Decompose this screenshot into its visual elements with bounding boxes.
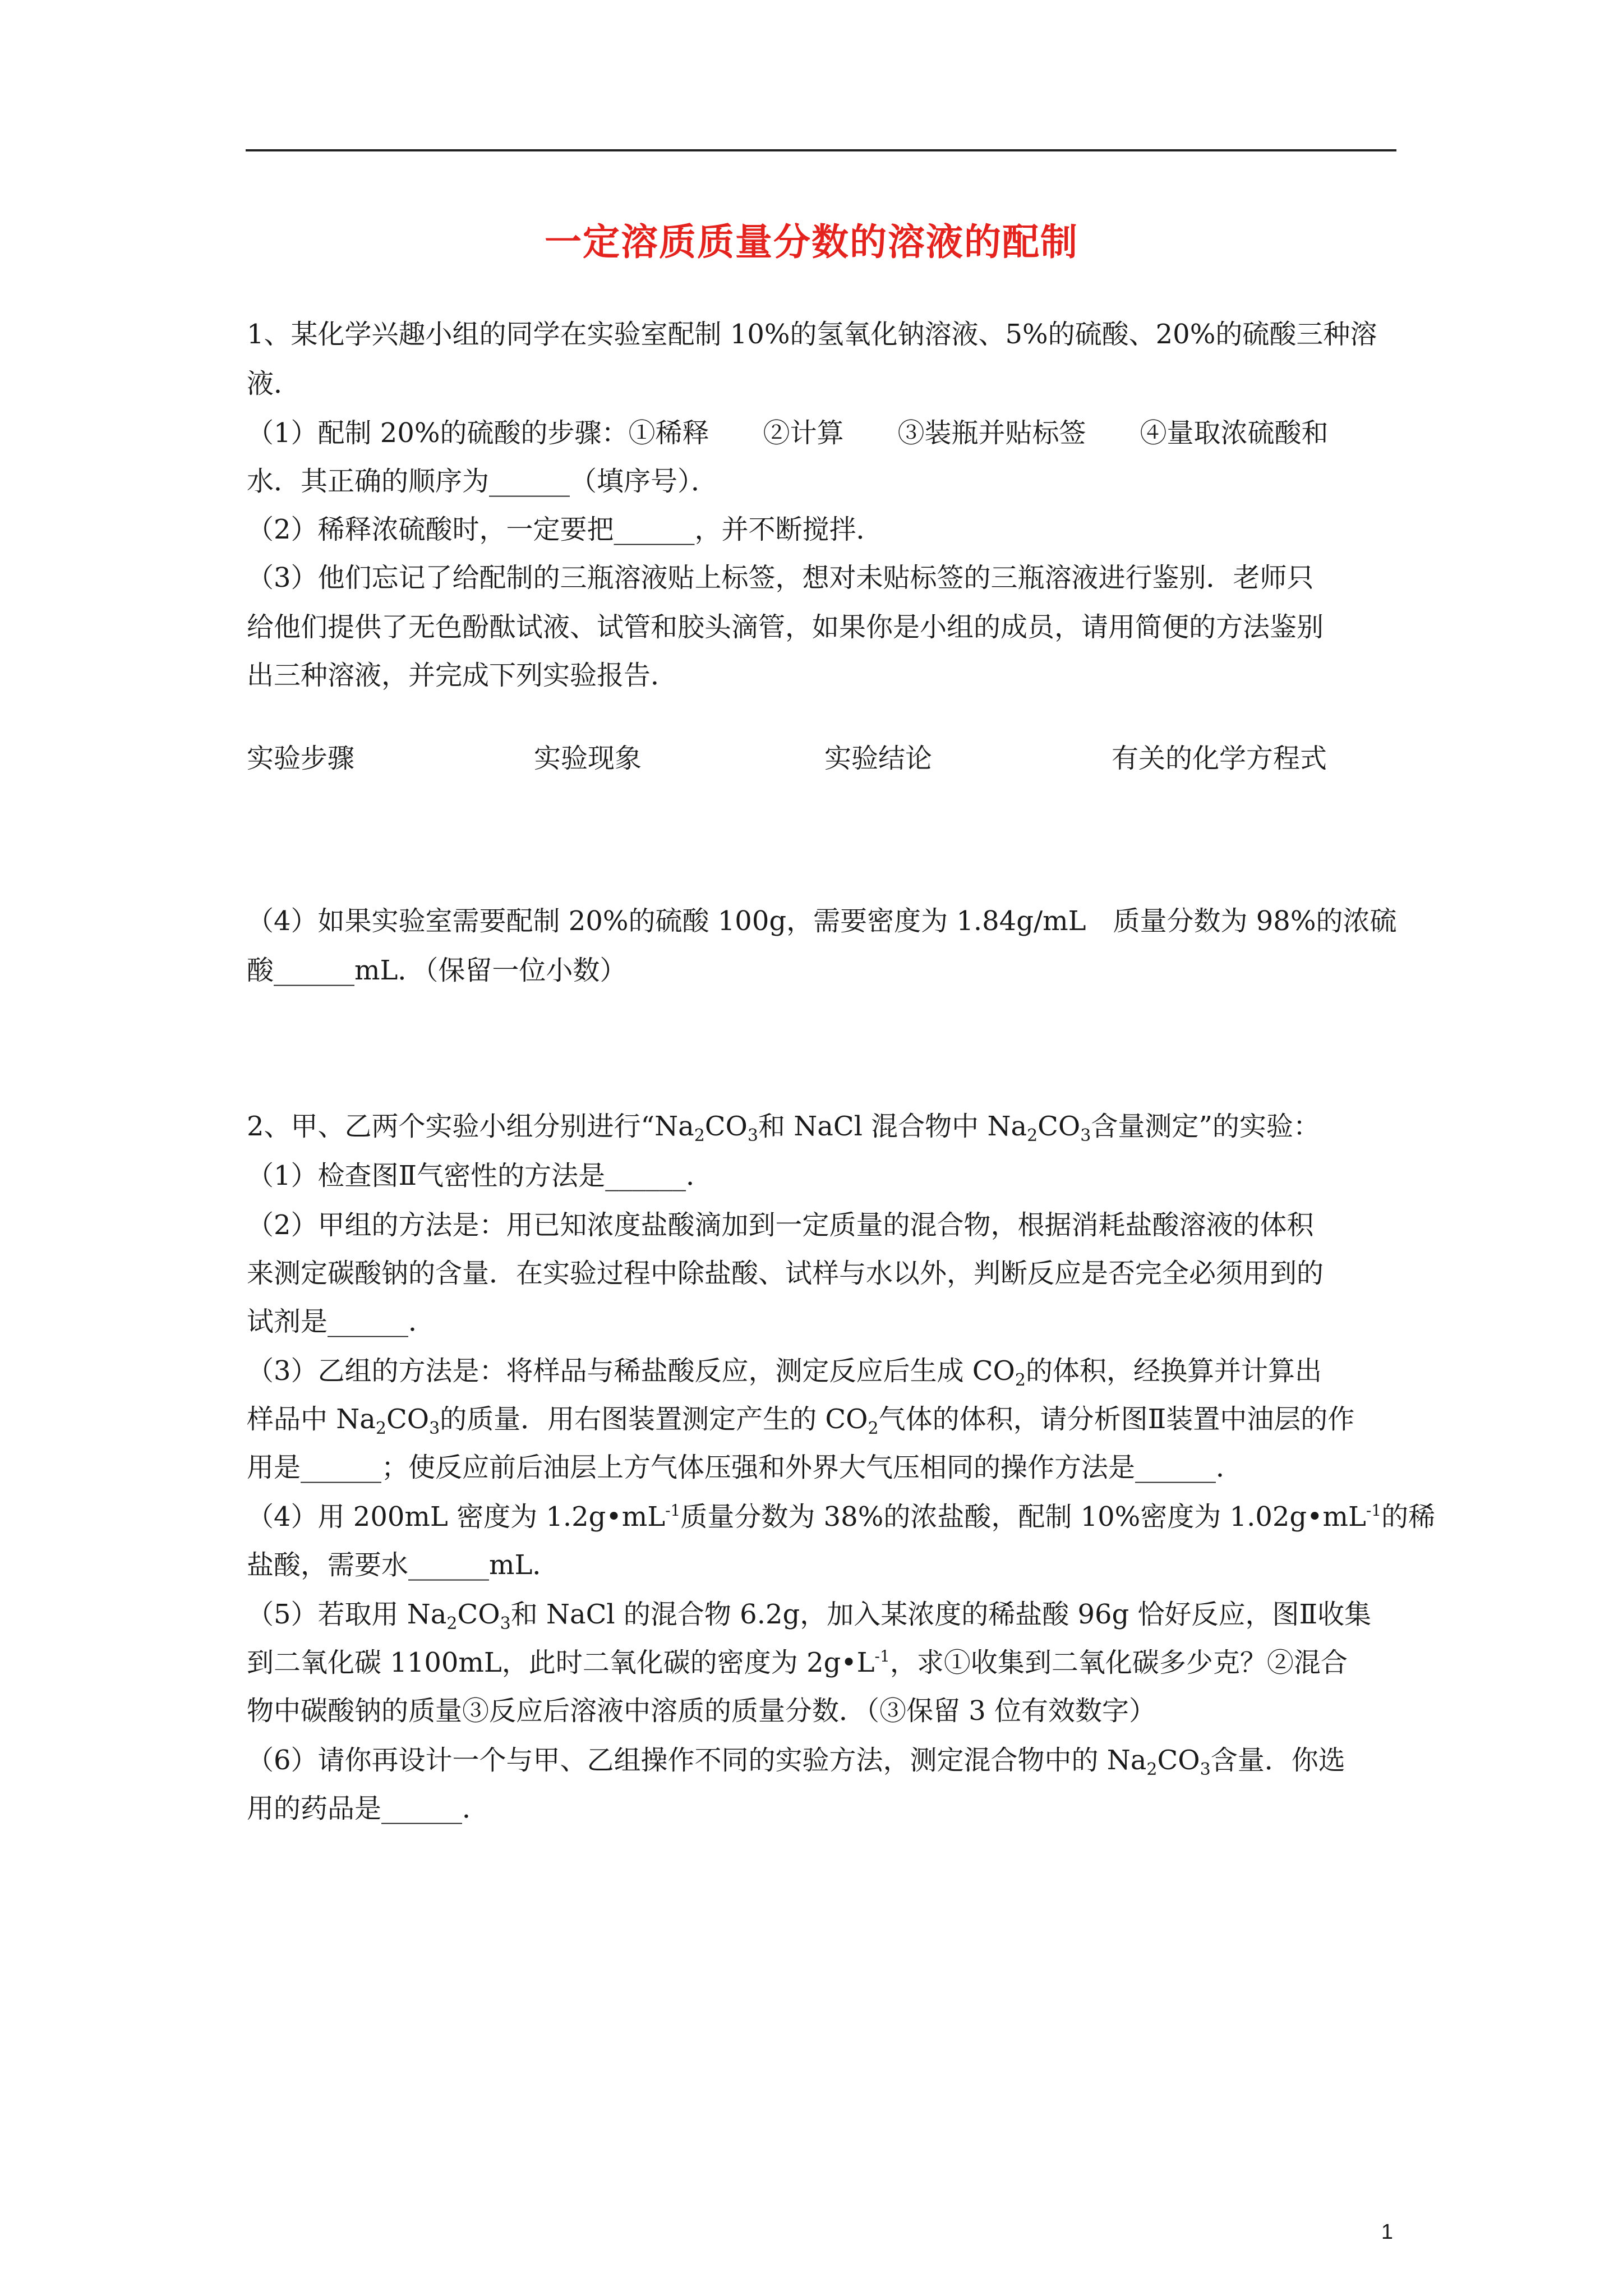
superscript: -1 bbox=[1366, 1501, 1382, 1520]
page-number: 1 bbox=[1381, 2220, 1393, 2244]
text-run: （5）若取用 Na bbox=[247, 1599, 447, 1630]
q2-part6-line2: 用的药品是______． bbox=[247, 1793, 490, 1824]
q2-part1: （1）检查图Ⅱ气密性的方法是______． bbox=[247, 1160, 713, 1191]
text-run: 质量分数为 38%的浓盐酸，配制 10%密度为 1.02g•mL bbox=[680, 1501, 1366, 1533]
text-run: ，求①收集到二氧化碳多少克？②混合 bbox=[889, 1647, 1348, 1678]
experiment-report-header bbox=[247, 742, 1402, 775]
header-equation: 有关的化学方程式 bbox=[1112, 743, 1327, 774]
q1-part4-line1: （4）如果实验室需要配制 20%的硫酸 100g，需要密度为 1.84g/mL 质量分数为 98%的浓硫 bbox=[247, 905, 1397, 937]
header-conclusion: 实验结论 bbox=[824, 743, 933, 774]
q2-part5-line3: 物中碳酸钠的质量③反应后溶液中溶质的质量分数．（③保留 3 位有效数字） bbox=[247, 1695, 1156, 1727]
subscript: 3 bbox=[429, 1419, 440, 1438]
q2-part5-line2 bbox=[247, 1646, 1402, 1680]
q2-part4-line1 bbox=[247, 1500, 1436, 1534]
q2-stem bbox=[247, 1110, 1402, 1143]
text-run: 和 NaCl 的混合物 6.2g，加入某浓度的稀盐酸 96g 恰好反应，图Ⅱ收集 bbox=[510, 1599, 1372, 1630]
text-run: CO bbox=[386, 1404, 430, 1435]
text-run: 气体的体积，请分析图Ⅱ装置中油层的作 bbox=[878, 1404, 1355, 1435]
q1-part3-line2: 给他们提供了无色酚酞试液、试管和胶头滴管，如果你是小组的成员，请用简便的方法鉴别 bbox=[247, 611, 1324, 643]
q2-part2-line2: 来测定碳酸钠的含量．在实验过程中除盐酸、试样与水以外，判断反应是否完全必须用到的 bbox=[247, 1258, 1324, 1289]
subscript: 3 bbox=[747, 1126, 758, 1145]
superscript: -1 bbox=[874, 1647, 890, 1665]
text-run: 含量．你选 bbox=[1210, 1745, 1345, 1776]
text-run: CO bbox=[1157, 1745, 1200, 1776]
q1-part4-line2: 酸______mL．（保留一位小数） bbox=[247, 955, 627, 986]
header-steps: 实验步骤 bbox=[247, 743, 355, 774]
q2-part2-line1: （2）甲组的方法是：用已知浓度盐酸滴加到一定质量的混合物，根据消耗盐酸溶液的体积 bbox=[247, 1209, 1314, 1241]
text-run: 样品中 Na bbox=[247, 1404, 376, 1435]
text-run: 2、甲、乙两个实验小组分别进行“Na bbox=[247, 1111, 694, 1142]
subscript: 2 bbox=[375, 1419, 386, 1438]
subscript: 2 bbox=[1015, 1370, 1026, 1390]
q1-stem-line1: 1、某化学兴趣小组的同学在实验室配制 10%的氢氧化钠溶液、5%的硫酸、20%的硫酸三种溶 bbox=[247, 319, 1377, 350]
page-title: 一定溶质质量分数的溶液的配制 bbox=[545, 220, 1078, 264]
subscript: 3 bbox=[1080, 1126, 1091, 1145]
q2-part4-line2: 盐酸，需要水______mL． bbox=[247, 1549, 560, 1581]
text-run: （4）用 200mL 密度为 1.2g•mL bbox=[247, 1501, 666, 1533]
q2-part5-line1 bbox=[247, 1598, 1402, 1634]
q2-part3-line2 bbox=[247, 1402, 1402, 1436]
text-run: （3）乙组的方法是：将样品与稀盐酸反应，测定反应后生成 CO bbox=[247, 1355, 1015, 1387]
text-run: CO bbox=[457, 1599, 500, 1630]
q2-part3-line1 bbox=[247, 1354, 1402, 1388]
superscript: -1 bbox=[665, 1501, 681, 1520]
subscript: 2 bbox=[868, 1419, 879, 1438]
subscript: 3 bbox=[500, 1614, 511, 1634]
text-run: CO bbox=[704, 1111, 748, 1142]
subscript: 2 bbox=[446, 1614, 458, 1634]
subscript: 2 bbox=[1027, 1126, 1038, 1145]
text-run: 含量测定”的实验： bbox=[1091, 1111, 1320, 1142]
header-phenomenon: 实验现象 bbox=[534, 743, 642, 774]
q1-part3-line1: （3）他们忘记了给配制的三瓶溶液贴上标签，想对未贴标签的三瓶溶液进行鉴别．老师只 bbox=[247, 562, 1314, 593]
q1-part3-line3: 出三种溶液，并完成下列实验报告． bbox=[247, 660, 678, 691]
text-run: 的体积，经换算并计算出 bbox=[1025, 1355, 1322, 1387]
q1-part1-line2: 水．其正确的顺序为______（填序号）． bbox=[247, 466, 718, 497]
q2-part3-line3: 用是______；使反应前后油层上方气体压强和外界大气压相同的操作方法是______． bbox=[247, 1452, 1243, 1483]
text-run: 到二氧化碳 1100mL，此时二氧化碳的密度为 2g•L bbox=[247, 1647, 875, 1678]
q2-part6-line1 bbox=[247, 1743, 1402, 1777]
q2-part2-line3: 试剂是______． bbox=[247, 1306, 436, 1337]
q1-part1-line1: （1）配制 20%的硫酸的步骤：①稀释 ②计算 ③装瓶并贴标签 ④量取浓硫酸和 bbox=[247, 417, 1329, 449]
text-run: （6）请你再设计一个与甲、乙组操作不同的实验方法，测定混合物中的 Na bbox=[247, 1745, 1147, 1776]
text-run: 和 NaCl 混合物中 Na bbox=[758, 1111, 1027, 1142]
text-run: 的稀 bbox=[1381, 1501, 1436, 1533]
header-rule bbox=[246, 149, 1396, 151]
text-run: CO bbox=[1038, 1111, 1081, 1142]
q1-part2: （2）稀释浓硫酸时，一定要把______，并不断搅拌． bbox=[247, 514, 883, 545]
q1-stem-line2: 液． bbox=[247, 368, 301, 399]
subscript: 2 bbox=[694, 1126, 705, 1145]
subscript: 2 bbox=[1146, 1760, 1158, 1779]
subscript: 3 bbox=[1200, 1760, 1211, 1779]
text-run: 的质量．用右图装置测定产生的 CO bbox=[440, 1404, 868, 1435]
